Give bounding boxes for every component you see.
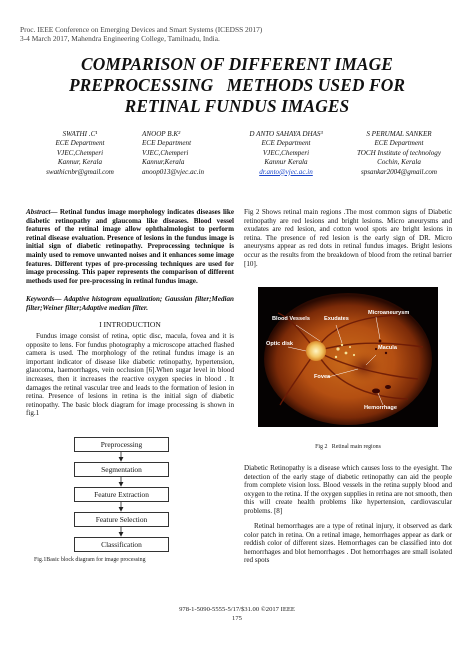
intro-paragraph: Fundus image consist of retina, optic disc, macula, fovea and it is opposite to lens. For fundus photography a microscope attached flashed camera is used. The morphology of the retinal fundus image is an important indicator of disease like diabetic retinopathy, hypertension, glaucoma, haemorrhages, vein occlusion [6].When sugar level in blood increases, then it increases the reactive oxygen species in blood . It damages the retinal vascular tree and leads to the formation of lesion in retina. Presence of lesions in retina is the initial sign of diabetic retinopathy. The basic block diagram for image processing is shown in fig.1	[26, 332, 234, 418]
flow-step-preprocessing: Preprocessing	[74, 437, 169, 452]
fundus-label-microaneurysm: Microaneurysm	[368, 310, 410, 316]
abstract-body: Retinal fundus image morphology indicates diseases like diabetic retinopathy and glaucoma like diseases. Blood vessel features of the retinal image allow ophthalmologist to perform retinal disease evaluation. Presence of lesions in the fundus image is initial sign of diabetic retinopathy. Preprocessing technique is mainly used to remove unwanted noises and it enhances some image features. Different types of pre-processing techniques are used for image processing. This paper represents the comparison of different methods used for pre-processing in retinal fundus image.	[26, 208, 234, 285]
hemorrhage-paragraph: Retinal hemorrhages are a type of retinal injury, it observed as dark color patch in retina. On a retinal image, hemorrhages appear as dark or reddish color of different sizes. Hemorrhages can be classified into dot hemorrhages and blot hemorrhages . Dot hemorrhages are small isolated red spots	[244, 522, 452, 565]
fundus-label-fovea: Fovea	[314, 374, 331, 380]
author-inst: VJEC,Chemperi	[262, 148, 310, 157]
author-inst: TOCH Institute of technology	[356, 148, 441, 157]
fundus-label-hemorrhage: Hemorrhage	[364, 405, 397, 411]
flow-step-feature-extraction: Feature Extraction	[74, 487, 169, 502]
fundus-label-blood-vessels: Blood Vessels	[272, 316, 310, 322]
author-block-1	[40, 130, 120, 177]
author-email: anoop013@vjec.ac.in	[142, 167, 205, 176]
flow-step-feature-selection: Feature Selection	[74, 512, 169, 527]
page-footer	[0, 605, 474, 623]
author-city: Kannur,Kerala	[142, 158, 185, 167]
section-heading-introduction: I INTRODUCTION	[99, 320, 161, 329]
author-dept: ECE Department	[374, 139, 424, 148]
author-city: Cochin, Kerala	[377, 158, 421, 167]
diabetic-retinopathy-paragraph: Diabetic Retinopathy is a disease which causes loss to the eyesight. The detection of the early stage of diabetic retinopathy can aid the people from complete vision loss. Blood vessels in the retina supply blood and oxygen to the retina. If the oxygen supplies in retina are not smooth, then this will create health problems like hypertension, cardiovascular problems. [8]	[244, 464, 452, 515]
author-name: ANOOP B.K²	[142, 130, 181, 138]
fundus-label-exudates: Exudates	[324, 316, 349, 322]
author-email: swathicnbr@gmail.com	[46, 167, 114, 176]
abstract-lead: Abstract—	[26, 208, 58, 216]
author-inst: VJEC,Chemperi	[142, 148, 189, 157]
footer-isbn: 978-1-5090-5555-5/17/$31.00 ©2017 IEEE	[179, 606, 295, 613]
author-dept: ECE Department	[142, 139, 192, 148]
conference-line-1: Proc. IEEE Conference on Emerging Devices and Smart Systems (ICEDSS 2017)	[20, 25, 263, 34]
flow-step-classification: Classification	[74, 537, 169, 552]
author-name: D ANTO SAHAYA DHAS³	[249, 130, 323, 138]
title-line-1: COMPARISON OF DIFFERENT IMAGE	[81, 54, 393, 74]
author-block-3	[234, 130, 338, 177]
author-city: Kannur Kerala	[264, 158, 308, 167]
conference-line-2: 3-4 March 2017, Mahendra Engineering College, Tamilnadu, India.	[20, 34, 220, 43]
author-inst: VJEC,Chemperi	[56, 148, 104, 157]
author-name: SWATHI .C¹	[62, 130, 98, 138]
paper-title	[40, 54, 434, 117]
author-block-2	[142, 130, 222, 177]
fundus-label-macula: Macula	[378, 345, 397, 351]
flow-step-segmentation: Segmentation	[74, 462, 169, 477]
retinal-fundus-image	[258, 287, 438, 427]
fundus-label-optic-disk: Optic disk	[266, 341, 294, 347]
page-number: 175	[232, 615, 242, 622]
author-dept: ECE Department	[261, 139, 311, 148]
figure-1-caption: Fig.1Basic block diagram for image processing	[34, 557, 146, 563]
author-email-link[interactable]: dr.anto@vjec.ac.in	[259, 167, 313, 176]
author-email: spsankar2004@gmail.com	[360, 167, 438, 176]
abstract	[26, 208, 234, 285]
conference-header	[20, 25, 262, 43]
right-paragraph-1: Fig 2 Shows retinal main regions .The most common signs of Diabetic retinopathy are red lesions and bright lesions. Micro aneurysms and exudates are red lesion, and cotton wool spots are bright lesions in retina. The presence of red lesion is the early sign of DR. Micro aneurysms appear as red dots in retinal fundus images. Bright lesions occur as the results from the breakdown of blood from the retinal barrier [10].	[244, 208, 452, 268]
keywords: Keywords— Adaptive histogram equalization; Gaussian filter;Median filter;Weiner filter;Adaptive median filter.	[26, 295, 234, 312]
author-city: Kannur, Kerala	[57, 158, 103, 167]
author-dept: ECE Department	[55, 139, 105, 148]
author-block-4	[340, 130, 458, 177]
fundus-drawing	[258, 287, 438, 427]
figure-2-caption: Fig 2 Retinal main regions	[315, 444, 381, 450]
author-name: S PERUMAL SANKER	[366, 130, 432, 138]
title-line-2: PREPROCESSING METHODS USED FOR	[68, 75, 406, 95]
title-line-3: RETINAL FUNDUS IMAGES	[124, 96, 350, 116]
